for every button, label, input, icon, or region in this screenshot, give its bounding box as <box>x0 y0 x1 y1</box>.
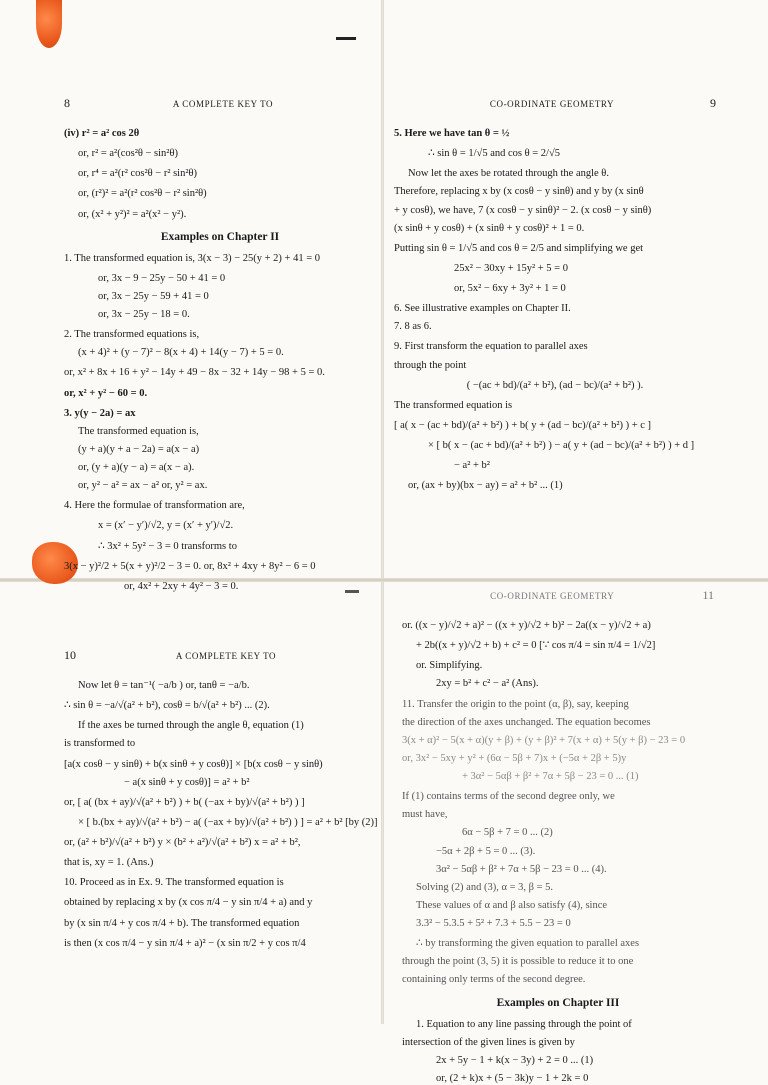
text-line: 2xy = b² + c² − a² (Ans). <box>436 678 539 690</box>
text-line: obtained by replacing x by (x cos π/4 − y sin π/4 + a) and y <box>64 897 313 909</box>
text-line: (x sinθ + y cosθ) + (x sinθ + y cosθ)² + 1 = 0. <box>394 222 585 234</box>
text-line: 5. Here we have tan θ = ½ <box>394 128 510 139</box>
text-line: + y cosθ), we have, 7 (x cosθ − y sinθ)² − 2. (x cosθ − y sinθ) <box>394 204 652 216</box>
text-line: 9. First transform the equation to parallel axes <box>394 341 588 353</box>
text-line: 3(x − y)²/2 + 5(x + y)²/2 − 3 = 0. or, 8x² + 4xy + 8y² − 6 = 0 <box>64 560 316 572</box>
text-line: or, y² − a² = ax − a² or, y² = ax. <box>78 480 208 492</box>
text-line: If the axes be turned through the angle θ, equation (1) <box>78 720 304 732</box>
text-line: or, x² + y² − 60 = 0. <box>64 387 148 399</box>
text-line: the direction of the axes unchanged. The equation becomes <box>402 716 651 728</box>
text-line: must have, <box>402 809 448 821</box>
text-line: 1. Equation to any line passing through the point of <box>416 1018 632 1030</box>
text-line: or, [ a( (bx + ay)/√(a² + b²) ) + b( (−ax + by)/√(a² + b²) ) ] <box>64 796 305 808</box>
text-line: or. Simplifying. <box>416 660 483 672</box>
text-line: is transformed to <box>64 738 136 750</box>
text-line: 25x² − 30xy + 15y² + 5 = 0 <box>454 262 568 274</box>
page-body <box>64 127 376 593</box>
text-line: The transformed equation is, <box>78 425 199 437</box>
text-line: or, (r²)² = a²(r² cos²θ − r² sin²θ) <box>78 188 207 200</box>
page-header <box>394 96 716 111</box>
text-line: by (x sin π/4 + y cos π/4 + b). The transformed equation <box>64 917 300 929</box>
text-line: ∴ 3x² + 5y² − 3 = 0 transforms to <box>98 540 237 552</box>
text-line: The transformed equation is <box>394 399 513 411</box>
text-line: 6α − 5β + 7 = 0 ... (2) <box>462 827 553 839</box>
page-body <box>64 679 376 950</box>
text-line: Solving (2) and (3), α = 3, β = 5. <box>416 881 554 893</box>
text-line: 3(x + α)² − 5(x + α)(y + β) + (y + β)² + 7(x + α) + 5(y + β) − 23 = 0 <box>402 734 686 746</box>
text-line: ∴ sin θ = −a/√(a² + b²), cosθ = b/√(a² + b²) ... (2). <box>64 700 270 712</box>
text-line: −5α + 2β + 5 = 0 ... (3). <box>436 845 536 857</box>
page-11 <box>402 588 714 1084</box>
text-line: + 3α² − 5αβ + β² + 7α + 5β − 23 = 0 ... (1) <box>462 771 639 782</box>
page-number: 9 <box>710 96 716 110</box>
text-line: 10. Proceed as in Ex. 9. The transformed equation is <box>64 877 284 889</box>
text-line: Therefore, replacing x by (x cosθ − y sinθ) and y by (x sinθ <box>394 186 644 198</box>
text-line: or, (y + a)(y − a) = a(x − a). <box>78 462 195 473</box>
running-head: CO-ORDINATE GEOMETRY <box>490 591 615 601</box>
text-line: − a(x sinθ + y cosθ)] = a² + b² <box>124 776 250 788</box>
text-line: intersection of the given lines is given by <box>402 1036 575 1048</box>
running-head: A COMPLETE KEY TO <box>175 651 277 661</box>
text-line: If (1) contains terms of the second degree only, we <box>402 791 615 803</box>
text-line: × [ b( x − (ac + bd)/(a² + b²) ) − a( y + (ad − bc)/(a² + b²) ) + d ] <box>428 440 695 451</box>
page-header <box>64 648 376 663</box>
text-line: + 2b((x + y)/√2 + b) + c² = 0 [∵ cos π/4 = sin π/4 = 1/√2] <box>416 640 656 652</box>
text-line: × [ b.(bx + ay)/√(a² + b²) − a( (−ax + by)/√(a² + b²) ) ] = a² + b² [by (2)] <box>78 816 378 828</box>
page-8 <box>64 96 376 592</box>
text-line: or, 3x − 25y − 18 = 0. <box>98 309 190 320</box>
text-line: [ a( x − (ac + bd)/(a² + b²) ) + b( y + (ad − bc)/(a² + b²) ) + c ] <box>394 419 652 431</box>
text-line: or, 3x − 25y − 59 + 41 = 0 <box>98 290 209 302</box>
text-line: is then (x cos π/4 − y sin π/4 + a)² − (x sin π/2 + y cos π/4 <box>64 937 306 949</box>
text-line: or, (2 + k)x + (5 − 3k)y − 1 + 2k = 0 <box>436 1072 589 1084</box>
text-line: 3.3² − 5.3.5 + 5² + 7.3 + 5.5 − 23 = 0 <box>416 918 571 929</box>
text-line: or, r² = a²(cos²θ − sin²θ) <box>78 148 178 160</box>
text-line: containing only terms of the second degree. <box>402 974 586 986</box>
text-line: 3α² − 5αβ + β² + 7α + 5β − 23 = 0 ... (4). <box>436 863 607 875</box>
text-line: through the point (3, 5) it is possible to reduce it to one <box>402 956 634 968</box>
text-line: 6. See illustrative examples on Chapter II. <box>394 303 571 315</box>
text-line: or, x² + 8x + 16 + y² − 14y + 49 − 8x − 32 + 14y − 98 + 5 = 0. <box>64 367 325 379</box>
running-head: CO-ORDINATE GEOMETRY <box>489 99 615 109</box>
text-line: 2x + 5y − 1 + k(x − 3y) + 2 = 0 ... (1) <box>436 1054 594 1066</box>
text-line: 4. Here the formulae of transformation are, <box>64 500 245 512</box>
text-line: 2. The transformed equations is, <box>64 329 200 341</box>
text-line: or, 5x² − 6xy + 3y² + 1 = 0 <box>454 283 566 294</box>
page-number: 8 <box>64 96 70 110</box>
text-line: that is, xy = 1. (Ans.) <box>64 857 154 869</box>
text-line: ∴ sin θ = 1/√5 and cos θ = 2/√5 <box>428 148 560 160</box>
text-line: 7. 8 as 6. <box>394 321 432 333</box>
text-line: or, r⁴ = a²(r² cos²θ − r² sin²θ) <box>78 168 198 180</box>
text-line: − a² + b² <box>454 460 490 472</box>
text-line: Now let θ = tan⁻¹( −a/b ) or, tanθ = −a/b. <box>78 680 250 691</box>
text-line: (y + a)(y + a − 2a) = a(x − a) <box>78 443 200 455</box>
text-line: 1. The transformed equation is, 3(x − 3) − 25(y + 2) + 41 = 0 <box>64 252 320 264</box>
finger-top <box>36 0 62 48</box>
text-line: or, (ax + by)(bx − ay) = a² + b² ... (1) <box>408 480 563 492</box>
text-line: x = (x′ − y′)/√2, y = (x′ + y′)/√2. <box>98 520 234 532</box>
text-line: ∴ by transforming the given equation to parallel axes <box>416 938 640 950</box>
text-line: ( −(ac + bd)/(a² + b²), (ad − bc)/(a² + b²) ). <box>466 379 644 391</box>
text-line: or, 3x² − 5xy + y² + (6α − 5β + 7)x + (−5α + 2β + 5)y <box>402 752 627 764</box>
text-line: or, (a² + b²)/√(a² + b²) y × (b² + a²)/√(a² + b²) x = a² + b², <box>64 837 301 848</box>
page-10 <box>64 648 376 1020</box>
text-line: or, (x² + y²)² = a²(x² − y²). <box>78 208 187 220</box>
text-line: [a(x cosθ − y sinθ) + b(x sinθ + y cosθ)] × [b(x cosθ − y sinθ) <box>64 758 323 770</box>
text-line: or. ((x − y)/√2 + a)² − ((x + y)/√2 + b)² − 2a((x − y)/√2 + a) <box>402 620 651 631</box>
book-spine <box>381 0 384 1024</box>
page-number: 11 <box>702 588 714 602</box>
running-head: A COMPLETE KEY TO <box>172 99 274 109</box>
text-line: These values of α and β also satisfy (4), since <box>416 899 608 911</box>
page-header <box>402 588 714 603</box>
text-line: (x + 4)² + (y − 7)² − 8(x + 4) + 14(y − 7) + 5 = 0. <box>78 347 284 359</box>
section-heading: Examples on Chapter II <box>160 230 280 243</box>
page-mark-top <box>336 37 356 40</box>
page-header <box>64 96 376 111</box>
text-line: (iv) r² = a² cos 2θ <box>64 128 140 139</box>
text-line: or, 4x² + 2xy + 4y² − 3 = 0. <box>124 580 239 592</box>
page-body <box>394 127 716 492</box>
page-body <box>402 619 714 1085</box>
text-line: through the point <box>394 359 467 371</box>
text-line: 11. Transfer the origin to the point (α, β), say, keeping <box>402 698 629 710</box>
section-heading: Examples on Chapter III <box>496 996 620 1009</box>
text-line: Now let the axes be rotated through the angle θ. <box>408 168 609 180</box>
text-line: Putting sin θ = 1/√5 and cos θ = 2/5 and simplifying we get <box>394 242 644 254</box>
page-number: 10 <box>64 648 76 662</box>
text-line: 3. y(y − 2a) = ax <box>64 407 136 419</box>
text-line: or, 3x − 9 − 25y − 50 + 41 = 0 <box>98 272 226 284</box>
page-9 <box>394 96 716 566</box>
